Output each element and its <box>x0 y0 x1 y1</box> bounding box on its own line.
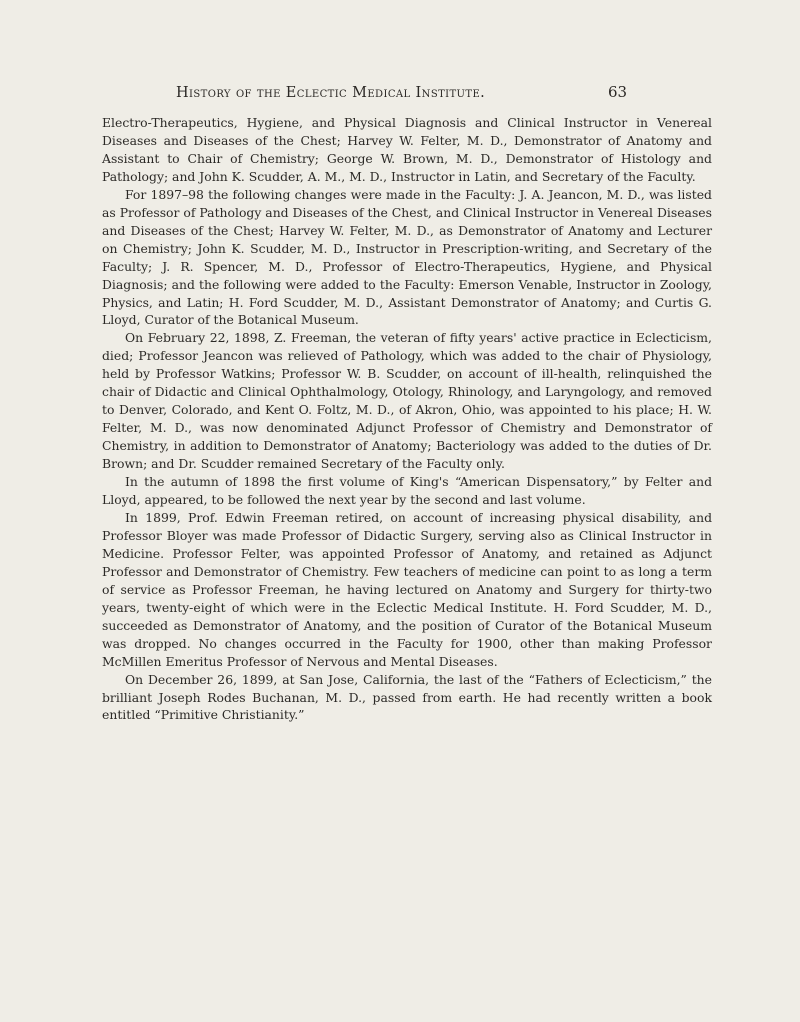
paragraph: On February 22, 1898, Z. Freeman, the veteran of fifty years' active practice in Eclecticism, died; Professor Jeancon was relieved of Pathology, which was added to the chair of Physiology, held by Professor Watkins; Professor W. B. Scudder, on account of ill-health, relinquished the chair of Didactic and Clinical Ophthalmology, Otology, Rhinology, and Laryngology, and removed to Denver, Colorado, and Kent O. Foltz, M. D., of Akron, Ohio, was appointed to his place; H. W. Felter, M. D., was now denominated Adjunct Professor of Chemistry and Demonstrator of Chemistry, in addition to Demonstrator of Anatomy; Bacteriology was added to the duties of Dr. Brown; and Dr. Scudder remained Secretary of the Faculty only. <box>102 330 712 472</box>
running-head: History of the Eclectic Medical Institute. <box>176 85 486 101</box>
page-number: 63 <box>608 83 628 101</box>
paragraph: For 1897–98 the following changes were made in the Faculty: J. A. Jeancon, M. D., was listed as Professor of Pathology and Diseases of the Chest, and Clinical Instructor in Venereal Diseases and Diseases of the Chest; Harvey W. Felter, M. D., as Demonstrator of Anatomy and Lecturer on Chemistry; John K. Scudder, M. D., Instructor in Prescription-writing, and Secretary of the Faculty; J. R. Spencer, M. D., Professor of Electro-Therapeutics, Hygiene, and Physical Diagnosis; and the following were added to the Faculty: Emerson Venable, Instructor in Zoology, Physics, and Latin; H. Ford Scudder, M. D., Assistant Demonstrator of Anatomy; and Curtis G. Lloyd, Curator of the Botanical Museum. <box>102 186 712 328</box>
paragraph: On December 26, 1899, at San Jose, California, the last of the “Fathers of Eclecticism,” the brilliant Joseph Rodes Buchanan, M. D., passed from earth. He had recently written a book entitled “Primitive Christianity.” <box>102 671 712 723</box>
paragraph: In 1899, Prof. Edwin Freeman retired, on account of increasing physical disability, and Professor Bloyer was made Professor of Didactic Surgery, serving also as Clinical Instructor in Medicine. Professor Felter, was appointed Professor of Anatomy, and retained as Adjunct Professor and Demonstrator of Chemistry. Few teachers of medicine can point to as long a term of service as Professor Freeman, he having lectured on Anatomy and Surgery for thirty-two years, twenty-eight of which were in the Eclectic Medical Institute. H. Ford Scudder, M. D., succeeded as Demonstrator of Anatomy, and the position of Curator of the Botanical Museum was dropped. No changes occurred in the Faculty for 1900, other than making Professor McMillen Emeritus Professor of Nervous and Mental Diseases. <box>102 509 712 669</box>
body-text <box>102 114 712 724</box>
paragraph: Electro-Therapeutics, Hygiene, and Physical Diagnosis and Clinical Instructor in Venereal Diseases and Diseases of the Chest; Harvey W. Felter, M. D., Demonstrator of Anatomy and Assistant to Chair of Chemistry; George W. Brown, M. D., Demonstrator of Histology and Pathology; and John K. Scudder, A. M., M. D., Instructor in Latin, and Secretary of the Faculty. <box>102 115 712 184</box>
paragraph: In the autumn of 1898 the first volume of King's “American Dispensatory,” by Felter and Lloyd, appeared, to be followed the next year by the second and last volume. <box>102 474 712 508</box>
